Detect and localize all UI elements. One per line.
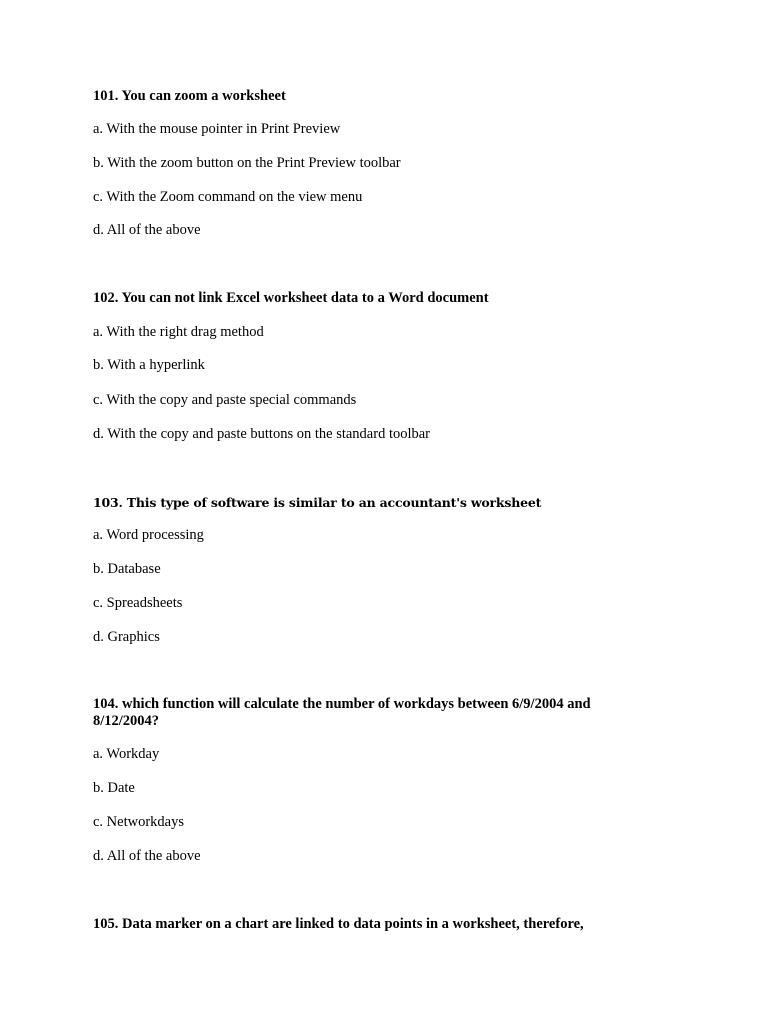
option-102-d: d. With the copy and paste buttons on the standard toolbar (93, 426, 431, 442)
option-104-d: d. All of the above (93, 848, 201, 864)
question-105: 105. Data marker on a chart are linked to data points in a worksheet, therefore, (93, 916, 584, 932)
option-102-a: a. With the right drag method (93, 324, 264, 340)
option-103-b: b. Database (93, 561, 161, 577)
option-104-a: a. Workday (93, 746, 160, 762)
question-101: 101. You can zoom a worksheet (93, 88, 286, 104)
option-101-b: b. With the zoom button on the Print Preview toolbar (93, 155, 401, 171)
option-101-c: c. With the Zoom command on the view menu (93, 189, 363, 205)
option-102-c: c. With the copy and paste special commands (93, 392, 357, 408)
option-104-b: b. Date (93, 780, 135, 796)
option-103-c: c. Spreadsheets (93, 595, 183, 611)
question-103: 103. This type of software is similar to an accountant's worksheet (93, 495, 542, 510)
option-101-a: a. With the mouse pointer in Print Preview (93, 121, 341, 137)
option-103-a: a. Word processing (93, 527, 204, 543)
option-102-b: b. With a hyperlink (93, 357, 205, 373)
option-103-d: d. Graphics (93, 629, 160, 645)
option-104-c: c. Networkdays (93, 814, 185, 830)
question-104: 104. which function will calculate the number of workdays between 6/9/2004 and 8/12/2004? (93, 696, 591, 729)
question-102: 102. You can not link Excel worksheet data to a Word document (93, 290, 489, 306)
option-101-d: d. All of the above (93, 222, 201, 238)
